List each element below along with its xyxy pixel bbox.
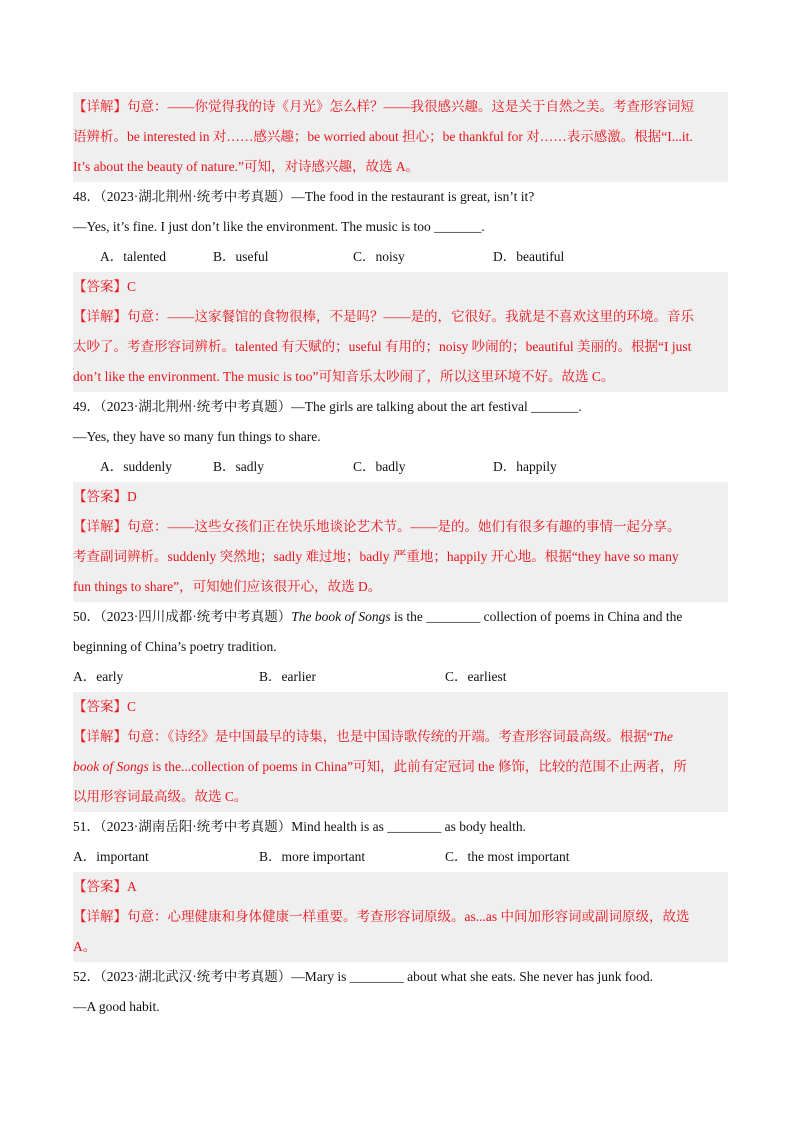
options-row — [73, 452, 728, 482]
stem-prefix: 50．（2023·四川成都·统考中考真题） — [73, 609, 292, 624]
option-d: D．happily — [493, 459, 557, 474]
explanation-47 — [73, 92, 728, 182]
question-stem: 48．（2023·湖北荆州·统考中考真题）—The food in the restaurant is great, isn’t it? — [73, 189, 535, 204]
answer: 【答案】D — [73, 489, 137, 504]
explanation-italic: The — [652, 729, 673, 744]
option-a: A．talented — [100, 249, 166, 264]
document-page — [73, 92, 728, 1022]
explanation-line — [73, 722, 728, 752]
question-stem — [73, 602, 728, 632]
explanation-italic: book of Songs — [73, 759, 149, 774]
question-50 — [73, 602, 728, 812]
explanation-line: don’t like the environment. The music is too”可知音乐太吵闹了，所以这里环境不好。故选 C。 — [73, 369, 615, 384]
explanation-text: 【详解】句意：《诗经》是中国最早的诗集，也是中国诗歌传统的开端。考查形容词最高级。根据“ — [73, 729, 653, 744]
question-51 — [73, 812, 728, 962]
explanation-line: 【详解】句意：——你觉得我的诗《月光》怎么样？——我很感兴趣。这是关于自然之美。考查形容词短 — [73, 99, 694, 114]
explanation-line: It’s about the beauty of nature.”可知，对诗感兴趣，故选 A。 — [73, 159, 420, 174]
book-title: The book of Songs — [291, 609, 391, 624]
question-line: —A good habit. — [73, 999, 160, 1014]
question-stem: 49．（2023·湖北荆州·统考中考真题）—The girls are talking about the art festival _______. — [73, 399, 582, 414]
answer: 【答案】A — [73, 879, 137, 894]
question-line: beginning of China’s poetry tradition. — [73, 639, 277, 654]
explanation-line: 太吵了。考查形容词辨析。talented 有天赋的；useful 有用的；noisy 吵闹的；beautiful 美丽的。根据“I just — [73, 339, 692, 354]
explanation-text: is the...collection of poems in China”可知，此前有定冠词 the 修饰，比较的范围不止两者，所 — [148, 759, 687, 774]
option-d: D．beautiful — [493, 249, 565, 264]
option-c: C．badly — [353, 459, 406, 474]
explanation-line: A。 — [73, 939, 97, 954]
options-row — [73, 662, 728, 692]
option-b: B．useful — [213, 249, 269, 264]
options-row — [73, 842, 728, 872]
option-a: A．important — [73, 849, 149, 864]
explanation-line: 【详解】句意：——这些女孩们正在快乐地谈论艺术节。——是的。她们有很多有趣的事情一起分享。 — [73, 519, 681, 534]
answer-block — [73, 482, 728, 602]
question-line: —Yes, it’s fine. I just don’t like the environment. The music is too _______. — [73, 219, 485, 234]
explanation-line: 以用形容词最高级。故选 C。 — [73, 789, 248, 804]
answer-block — [73, 692, 728, 812]
question-52 — [73, 962, 728, 1022]
stem-suffix: is the ________ collection of poems in China and the — [390, 609, 683, 624]
option-b: B．earlier — [259, 669, 316, 684]
question-48 — [73, 182, 728, 392]
answer-block — [73, 272, 728, 392]
explanation-line: fun things to share”，可知她们应该很开心，故选 D。 — [73, 579, 382, 594]
option-c: C．noisy — [353, 249, 405, 264]
explanation-line — [73, 752, 728, 782]
answer: 【答案】C — [73, 699, 137, 714]
answer: 【答案】C — [73, 279, 137, 294]
explanation-line: 考查副词辨析。suddenly 突然地；sadly 难过地；badly 严重地；happily 开心地。根据“they have so many — [73, 549, 679, 564]
options-row — [73, 242, 728, 272]
option-a: A．suddenly — [100, 459, 172, 474]
question-stem: 51．（2023·湖南岳阳·统考中考真题）Mind health is as ________ as body health. — [73, 819, 526, 834]
explanation-line: 语辨析。be interested in 对……感兴趣；be worried about 担心；be thankful for 对……表示感激。根据“I...it. — [73, 129, 693, 144]
question-stem: 52．（2023·湖北武汉·统考中考真题）—Mary is ________ about what she eats. She never has junk food. — [73, 969, 654, 984]
option-b: B．sadly — [213, 459, 265, 474]
option-c: C．earliest — [445, 669, 507, 684]
option-a: A．early — [73, 669, 124, 684]
explanation-line: 【详解】句意：心理健康和身体健康一样重要。考查形容词原级。as...as 中间加形容词或副词原级，故选 — [73, 909, 690, 924]
option-b: B．more important — [259, 849, 366, 864]
answer-block — [73, 872, 728, 962]
question-line: —Yes, they have so many fun things to share. — [73, 429, 321, 444]
explanation-line: 【详解】句意：——这家餐馆的食物很棒，不是吗？——是的，它很好。我就是不喜欢这里的环境。音乐 — [73, 309, 694, 324]
option-c: C．the most important — [445, 849, 570, 864]
question-49 — [73, 392, 728, 602]
